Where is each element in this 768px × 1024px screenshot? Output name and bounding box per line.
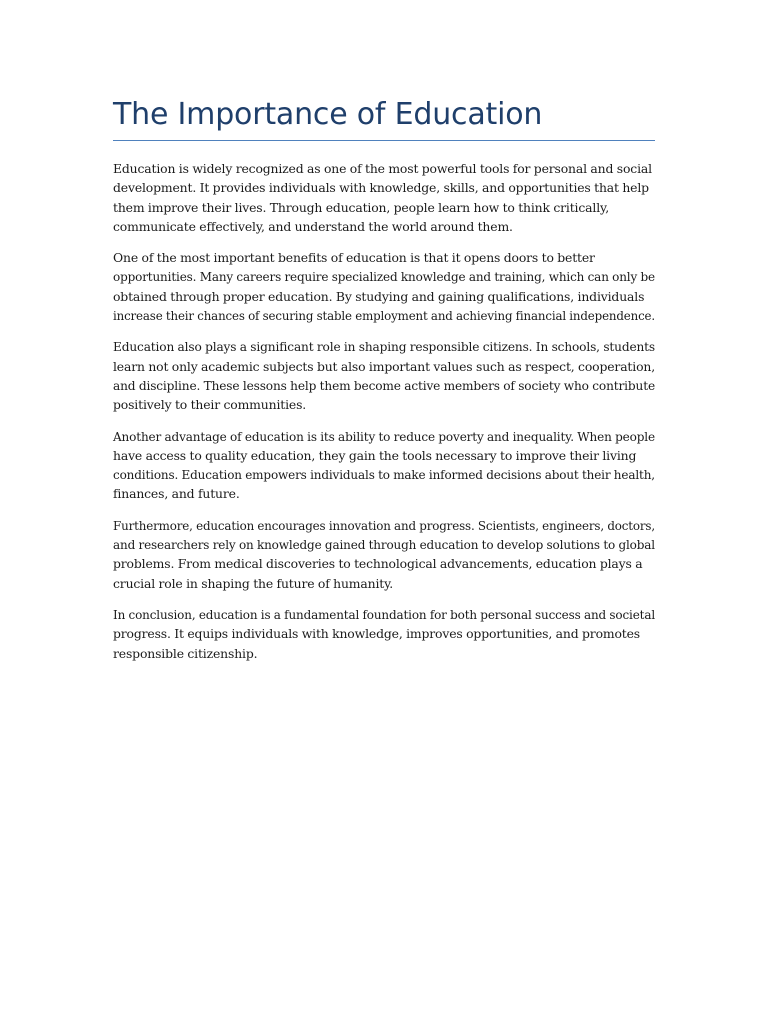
paragraph-line: Furthermore, education encourages innovation and progress. Scientists, engineers, doctors, (113, 517, 655, 533)
paragraph-2 (113, 248, 655, 325)
page-title: The Importance of Education (113, 97, 543, 132)
paragraph-line: learn not only academic subjects but also important values such as respect, cooperation, (113, 358, 655, 374)
paragraph-line: and discipline. These lessons help them become active members of society who contribute (113, 377, 655, 393)
title-underline-divider (113, 140, 655, 141)
document-body (113, 159, 655, 663)
paragraph-line: One of the most important benefits of education is that it opens doors to better (113, 250, 595, 266)
paragraph-line: obtained through proper education. By studying and gaining qualifications, individuals (113, 288, 645, 304)
paragraph-line: positively to their communities. (113, 397, 307, 413)
document-page (113, 96, 655, 675)
paragraph-line: and researchers rely on knowledge gained through education to develop solutions to global (113, 537, 655, 553)
paragraph-line: Another advantage of education is its ability to reduce poverty and inequality. When people (113, 428, 655, 444)
paragraph-line: conditions. Education empowers individuals to make informed decisions about their health, (113, 467, 655, 483)
paragraph-6 (113, 605, 655, 663)
paragraph-line: communicate effectively, and understand the world around them. (113, 218, 513, 234)
paragraph-line: them improve their lives. Through education, people learn how to think critically, (113, 199, 610, 215)
paragraph-line: responsible citizenship. (113, 645, 258, 661)
paragraph-line: In conclusion, education is a fundamental foundation for both personal success and societal (113, 606, 656, 622)
paragraph-line: opportunities. Many careers require specialized knowledge and training, which can only be (113, 269, 655, 285)
paragraph-line: finances, and future. (113, 486, 240, 502)
paragraph-line: progress. It equips individuals with knowledge, improves opportunities, and promotes (113, 626, 641, 642)
paragraph-4 (113, 427, 655, 504)
paragraph-3 (113, 337, 655, 414)
paragraph-line: Education also plays a significant role in shaping responsible citizens. In schools, students (113, 339, 656, 355)
paragraph-5 (113, 516, 655, 593)
paragraph-line: have access to quality education, they gain the tools necessary to improve their living (113, 447, 637, 463)
paragraph-1 (113, 159, 655, 236)
paragraph-line: development. It provides individuals with knowledge, skills, and opportunities that help (113, 180, 649, 196)
paragraph-line: crucial role in shaping the future of humanity. (113, 575, 394, 591)
paragraph-line: Education is widely recognized as one of the most powerful tools for personal and social (113, 161, 652, 176)
paragraph-line: increase their chances of securing stable employment and achieving financial independence. (113, 308, 656, 324)
paragraph-line: problems. From medical discoveries to technological advancements, education plays a (113, 556, 643, 572)
